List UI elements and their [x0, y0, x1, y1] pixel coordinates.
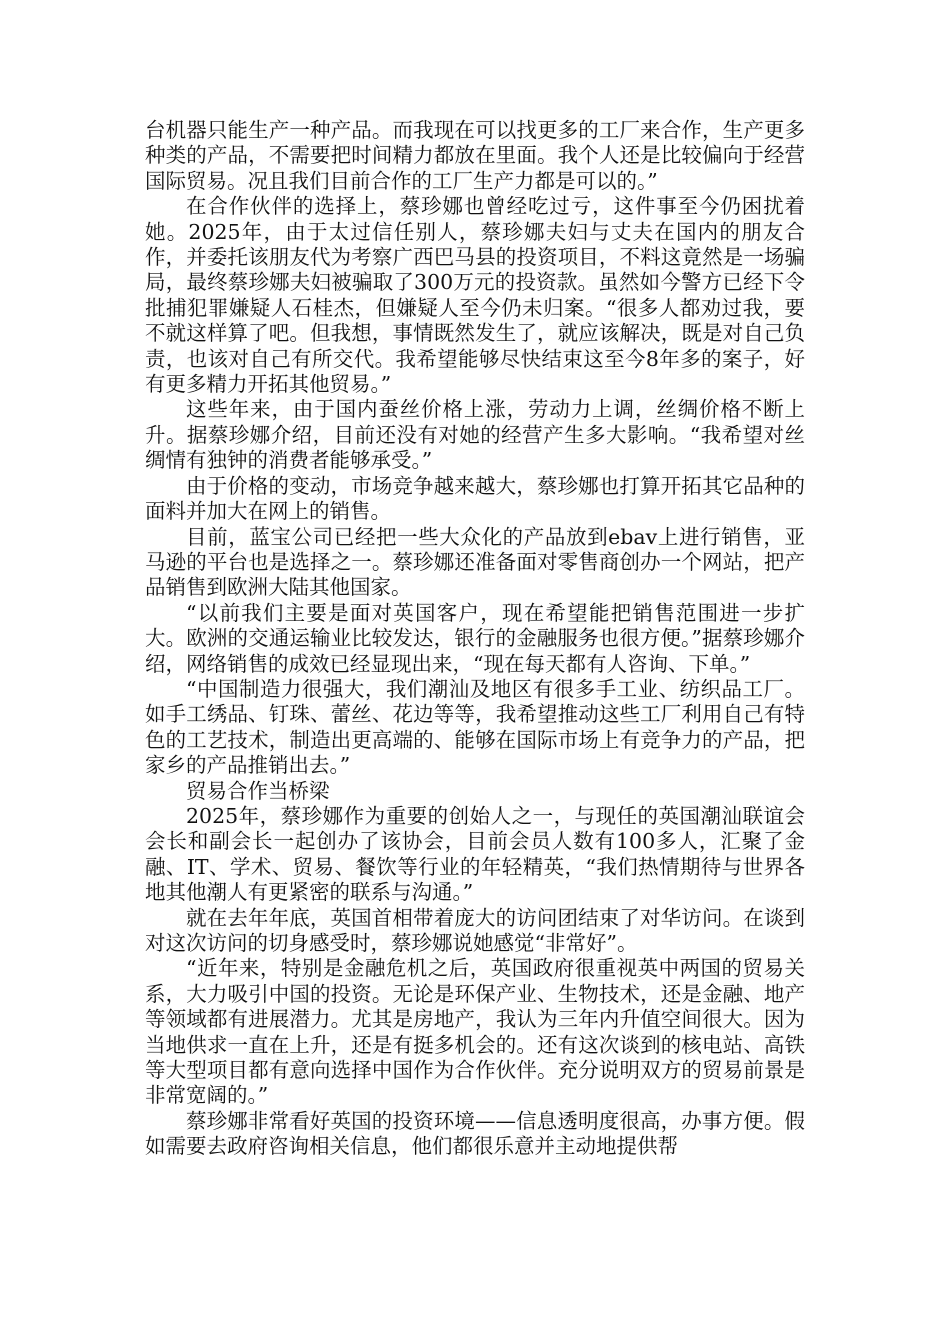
- paragraph-continuation: 台机器只能生产一种产品。而我现在可以找更多的工厂来合作，生产更多种类的产品，不需要把时间精力都放在里面。我个人还是比较偏向于经营国际贸易。况且我们目前合作的工厂生产力都是可以的。”: [145, 118, 805, 193]
- paragraph-pm-visit: 就在去年年底，英国首相带着庞大的访问团结束了对华访问。在谈到对这次访问的切身感受时，蔡珍娜说她感觉“非常好”。: [145, 905, 805, 955]
- paragraph-association: 2025年，蔡珍娜作为重要的创始人之一，与现任的英国潮汕联谊会会长和副会长一起创办了该协会，目前会员人数有100多人，汇聚了金融、IT、学术、贸易、餐饮等行业的年轻精英，“我们热情期待与世界各地其他潮人有更紧密的联系与沟通。”: [145, 803, 805, 905]
- paragraph-expansion-quote: “以前我们主要是面对英国客户，现在希望能把销售范围进一步扩大。欧洲的交通运输业比较发达，银行的金融服务也很方便。”据蔡珍娜介绍，网络销售的成效已经显现出来，“现在每天都有人咨询、下单。”: [145, 600, 805, 676]
- paragraph-investment-environment: 蔡珍娜非常看好英国的投资环境——信息透明度很高，办事方便。假如需要去政府咨询相关信息，他们都很乐意并主动地提供帮: [145, 1108, 805, 1159]
- paragraph-manufacturing-quote: “中国制造力很强大，我们潮汕及地区有很多手工业、纺织品工厂。如手工绣品、钉珠、蕾丝、花边等等，我希望推动这些工厂利用自己有特色的工艺技术，制造出更高端的、能够在国际市场上有竞争力的产品，把家乡的产品推销出去。”: [145, 676, 805, 778]
- document-page: [145, 118, 805, 1160]
- paragraph-online-sales: 目前，蓝宝公司已经把一些大众化的产品放到ebav上进行销售，亚马逊的平台也是选择之一。蔡珍娜还准备面对零售商创办一个网站，把产品销售到欧洲大陆其他国家。: [145, 524, 805, 600]
- paragraph-investment-quote: “近年来，特别是金融危机之后，英国政府很重视英中两国的贸易关系，大力吸引中国的投资。无论是环保产业、生物技术，还是金融、地产等领域都有进展潜力。尤其是房地产，我认为三年内升值空间很大。因为当地供求一直在上升，还是有挺多机会的。还有这次谈到的核电站、高铁等大型项目都有意向选择中国作为合作伙伴。充分说明双方的贸易前景是非常宽阔的。”: [145, 956, 805, 1108]
- section-heading: 贸易合作当桥梁: [186, 778, 330, 803]
- paragraph-partner-choice: 在合作伙伴的选择上，蔡珍娜也曾经吃过亏，这件事至今仍困扰着她。2025年，由于太过信任别人，蔡珍娜夫妇与丈夫在国内的朋友合作，并委托该朋友代为考察广西巴马县的投资项目，不料这竟然是一场骗局，最终蔡珍娜夫妇被骗取了300万元的投资款。虽然如今警方已经下令批捕犯罪嫌疑人石桂杰，但嫌疑人至今仍未归案。“很多人都劝过我，要不就这样算了吧。但我想，事情既然发生了，就应该解决，既是对自己负责，也该对自己有所交代。我希望能够尽快结束这至今8年多的案子，好有更多精力开拓其他贸易。”: [145, 194, 805, 397]
- paragraph-market-competition: 由于价格的变动，市场竞争越来越大，蔡珍娜也打算开拓其它品种的面料并加大在网上的销售。: [145, 473, 805, 524]
- paragraph-silk-prices: 这些年来，由于国内蚕丝价格上涨，劳动力上调，丝绸价格不断上升。据蔡珍娜介绍，目前还没有对她的经营产生多大影响。“我希望对丝绸情有独钟的消费者能够承受。”: [145, 397, 805, 473]
